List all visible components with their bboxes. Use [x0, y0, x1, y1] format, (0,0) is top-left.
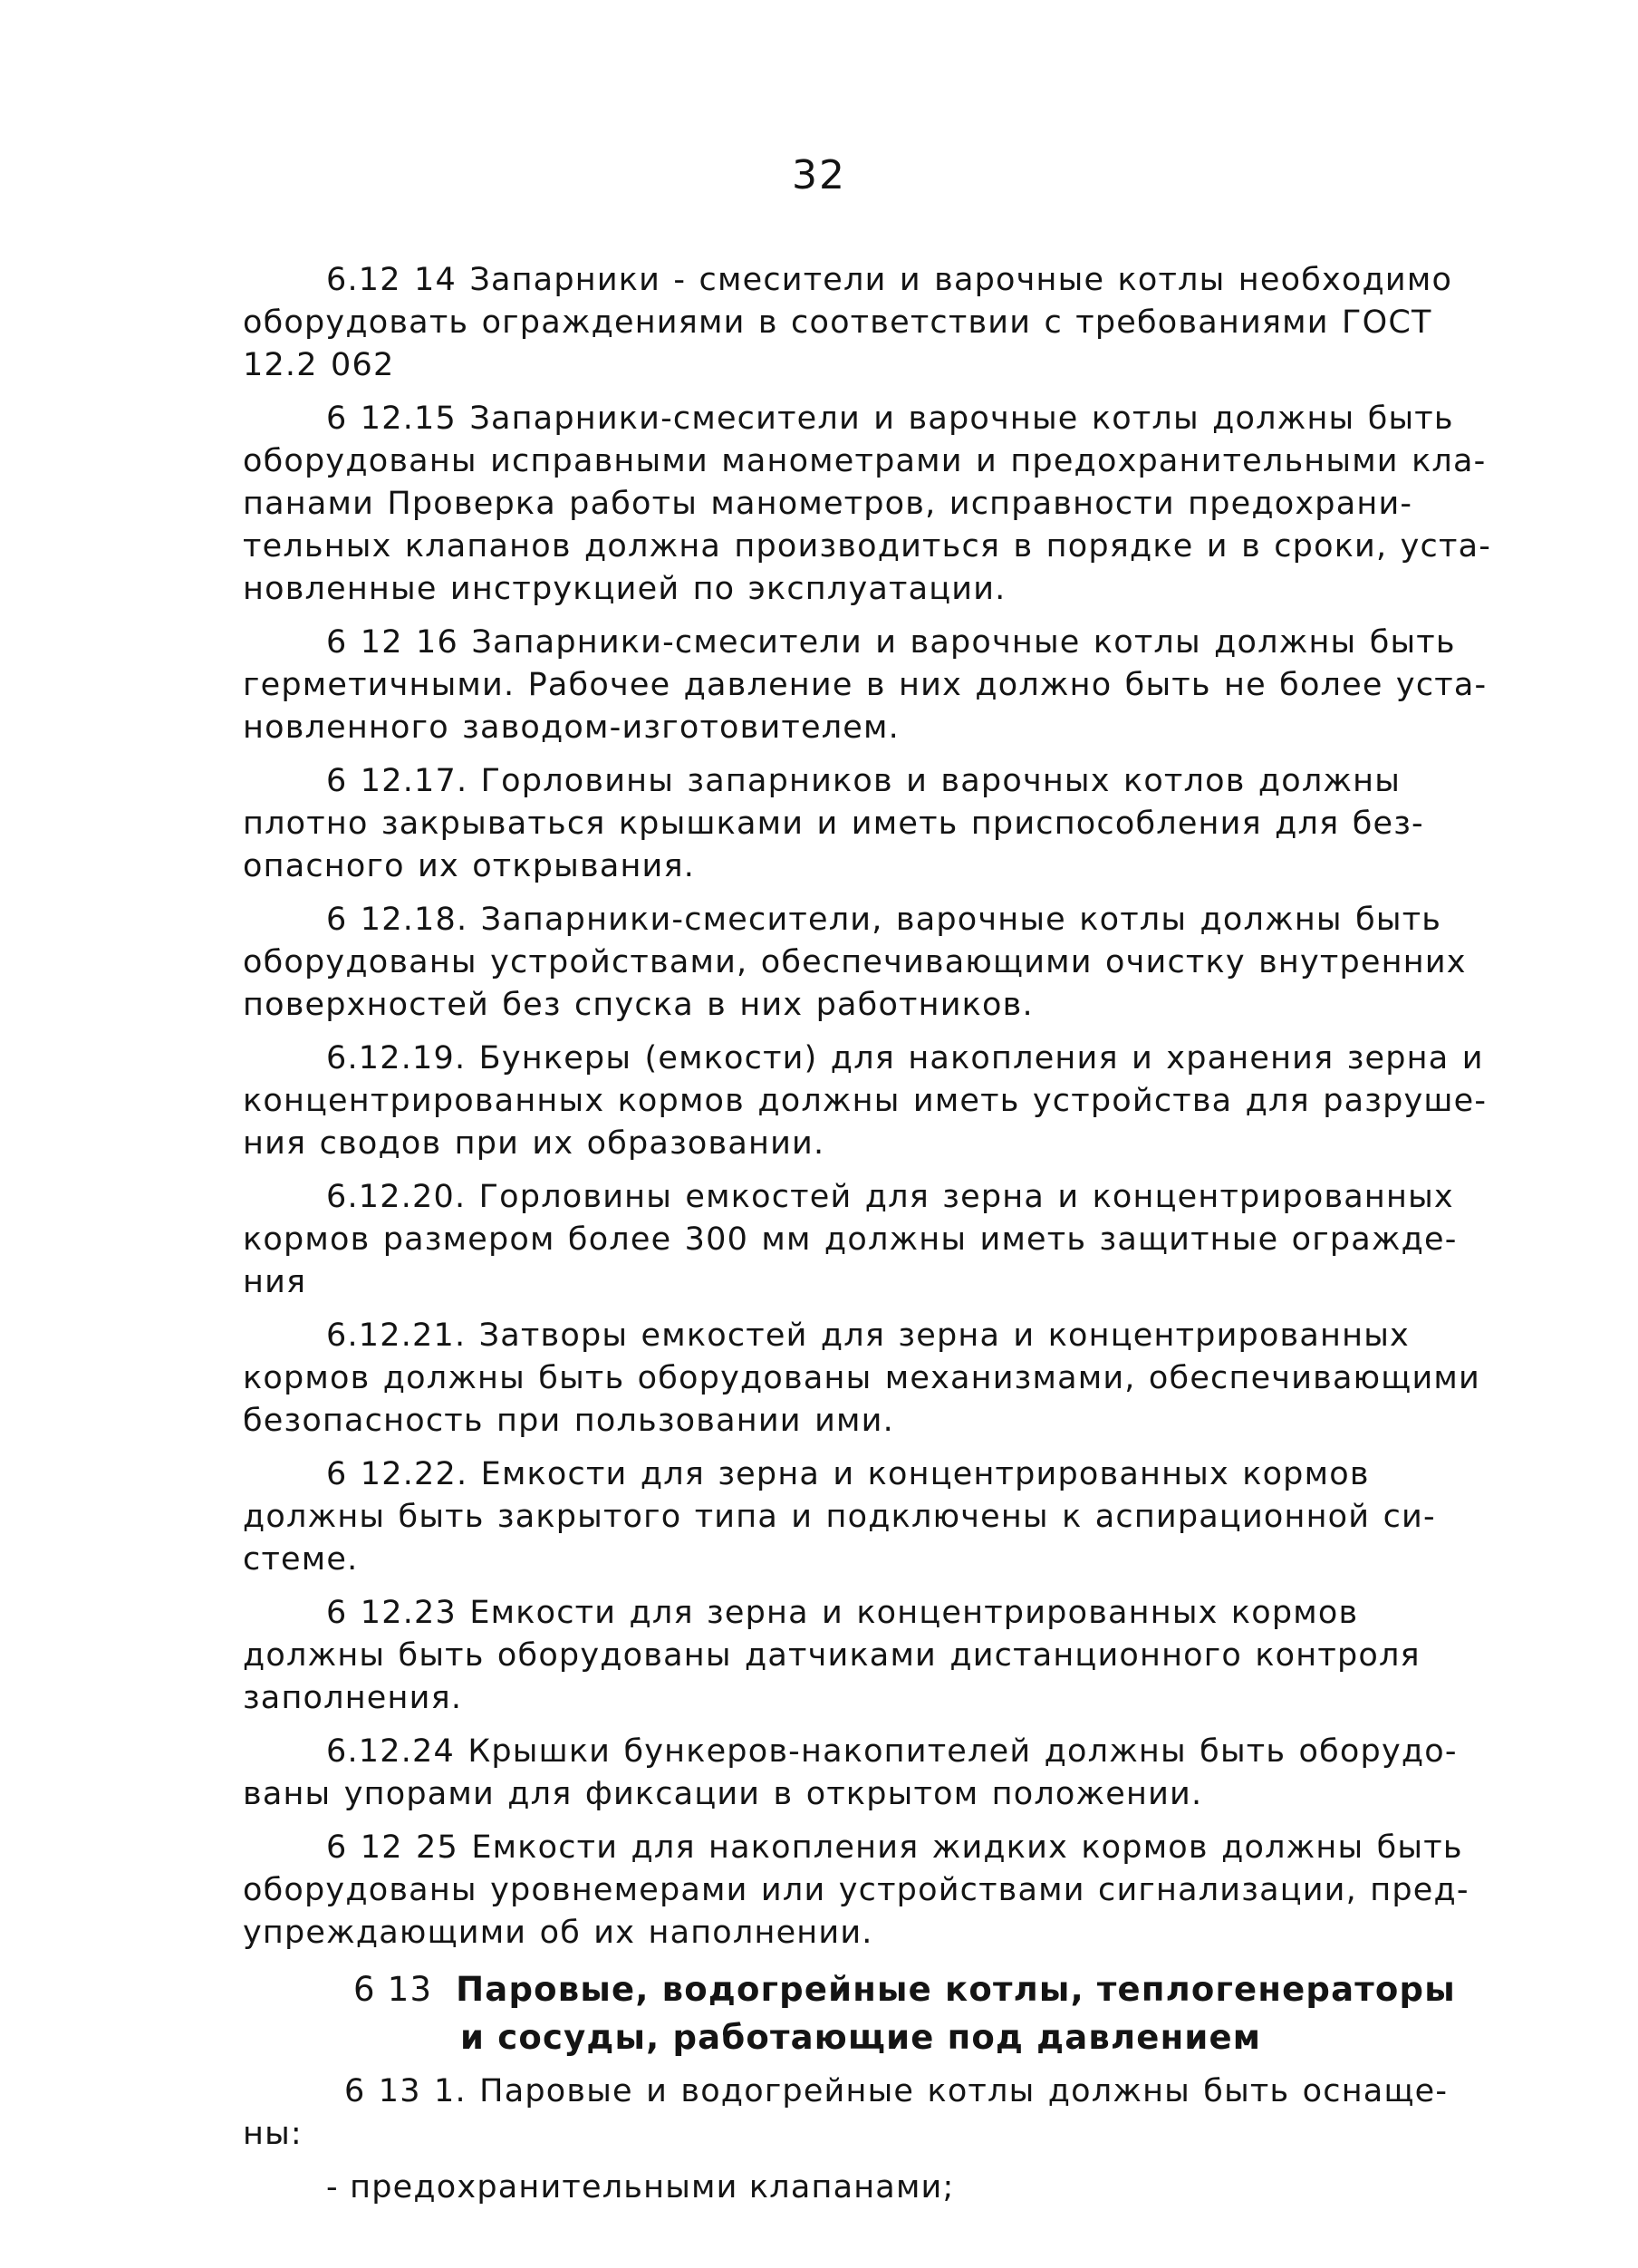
- paragraph-6-12-15: [243, 398, 1492, 611]
- text-line: ваны упорами для фиксации в открытом положении.: [243, 1776, 1203, 1812]
- text-line: поверхностей без спуска в них работников.: [243, 987, 1034, 1023]
- paragraph-6-13-1: [243, 2070, 1449, 2156]
- page-number: 32: [792, 152, 846, 198]
- paragraph-6-12-22: [243, 1453, 1436, 1581]
- text-line: оборудованы исправными манометрами и предохранительными кла-: [243, 443, 1487, 479]
- section-title: Паровые, водогрейные котлы, теплогенераторы: [456, 1970, 1456, 2009]
- text-line: 6 13 1. Паровые и водогрейные котлы должны быть оснаще-: [344, 2073, 1449, 2109]
- section-number: 6 13: [353, 1970, 433, 2009]
- text-line: ния сводов при их образовании.: [243, 1125, 825, 1162]
- text-line: ны:: [243, 2116, 303, 2152]
- text-line: должны быть оборудованы датчиками дистанционного контроля: [243, 1637, 1421, 1674]
- paragraph-6-12-16: [243, 622, 1488, 749]
- list-item: - предохранительными клапанами;: [326, 2169, 955, 2205]
- text-line: 6 12.17. Горловины запарников и варочных котлов должны: [326, 763, 1402, 799]
- paragraph-6-12-14: [243, 259, 1453, 387]
- text-line: опасного их открывания.: [243, 848, 696, 884]
- text-line: 6.12.20. Горловины емкостей для зерна и концентрированных: [326, 1179, 1454, 1215]
- text-line: ния: [243, 1264, 307, 1300]
- text-line: 6 12.18. Запарники-смесители, варочные котлы должны быть: [326, 902, 1442, 938]
- document-body: [243, 259, 1492, 2209]
- text-line: 6.12.21. Затворы емкостей для зерна и концентрированных: [326, 1317, 1410, 1354]
- paragraph-6-12-18: [243, 899, 1467, 1027]
- paragraph-6-12-17: [243, 760, 1424, 888]
- paragraph-6-12-24: [243, 1731, 1458, 1816]
- text-line: 12.2 062: [243, 347, 395, 383]
- text-line: 6 12.22. Емкости для зерна и концентрированных кормов: [326, 1456, 1370, 1492]
- section-heading-6-13: [243, 1965, 1456, 2061]
- text-line: новленные инструкцией по эксплуатации.: [243, 571, 1007, 607]
- text-line: заполнения.: [243, 1680, 463, 1716]
- text-line: должны быть закрытого типа и подключены к аспирационной си-: [243, 1499, 1436, 1535]
- paragraph-6-12-23: [243, 1592, 1421, 1720]
- text-line: упреждающими об их наполнении.: [243, 1915, 873, 1951]
- text-line: безопасность при пользовании ими.: [243, 1403, 894, 1439]
- paragraph-6-12-19: [243, 1037, 1488, 1165]
- text-line: тельных клапанов должна производиться в порядке и в сроки, уста-: [243, 528, 1492, 565]
- text-line: 6.12 14 Запарники - смесители и варочные котлы необходимо: [326, 262, 1453, 298]
- text-line: 6.12.19. Бункеры (емкости) для накопления и хранения зерна и: [326, 1040, 1484, 1076]
- text-line: 6 12 16 Запарники-смесители и варочные котлы должны быть: [326, 624, 1456, 661]
- paragraph-6-12-21: [243, 1315, 1480, 1443]
- text-line: 6 12 25 Емкости для накопления жидких кормов должны быть: [326, 1829, 1463, 1866]
- text-line: кормов должны быть оборудованы механизмами, обеспечивающими: [243, 1360, 1480, 1396]
- text-line: панами Проверка работы манометров, исправности предохрани-: [243, 486, 1413, 522]
- paragraph-6-12-25: [243, 1827, 1469, 1954]
- text-line: стеме.: [243, 1541, 359, 1578]
- section-heading-line: [243, 1965, 1456, 2013]
- text-line: оборудовать ограждениями в соответствии с требованиями ГОСТ: [243, 304, 1432, 341]
- text-line: концентрированных кормов должны иметь устройства для разруше-: [243, 1083, 1488, 1119]
- text-line: герметичными. Рабочее давление в них должно быть не более уста-: [243, 667, 1488, 703]
- text-line: плотно закрываться крышками и иметь приспособления для без-: [243, 806, 1424, 842]
- text-line: 6 12.23 Емкости для зерна и концентрированных кормов: [326, 1595, 1359, 1631]
- text-line: оборудованы устройствами, обеспечивающими очистку внутренних: [243, 944, 1467, 980]
- paragraph-6-12-20: [243, 1176, 1458, 1304]
- text-line: оборудованы уровнемерами или устройствами сигнализации, пред-: [243, 1872, 1469, 1908]
- text-line: новленного заводом-изготовителем.: [243, 709, 900, 746]
- text-line: 6 12.15 Запарники-смесители и варочные котлы должны быть: [326, 401, 1454, 437]
- section-title-line-2: и сосуды, работающие под давлением: [460, 2018, 1262, 2057]
- text-line: 6.12.24 Крышки бункеров-накопителей должны быть оборудо-: [326, 1733, 1458, 1770]
- text-line: кормов размером более 300 мм должны иметь защитные огражде-: [243, 1221, 1458, 1258]
